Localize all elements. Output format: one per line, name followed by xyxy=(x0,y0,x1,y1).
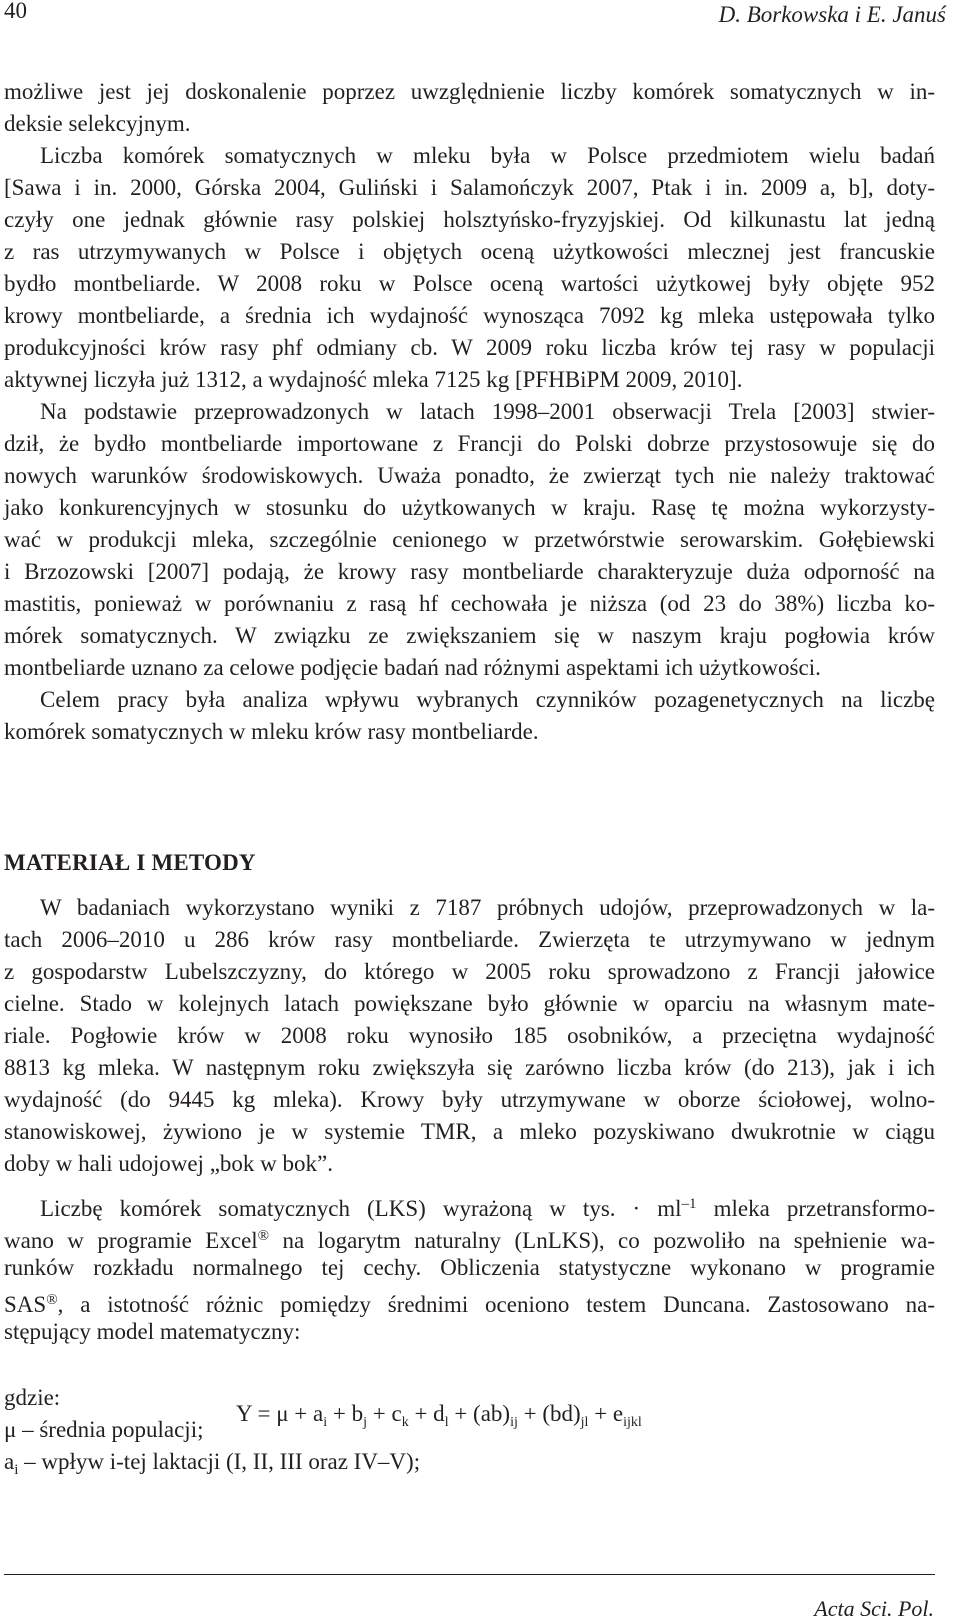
paragraph-line: i Brzozowski [2007] podają, że krowy rasy montbeliarde charakteryzuje duża odporność na xyxy=(4,559,935,584)
paragraph-line: krowy montbeliarde, a średnia ich wydajność wynosząca 7092 kg mleka ustępowała tylko xyxy=(4,303,935,328)
paragraph-line: Na podstawie przeprowadzonych w latach 1998–2001 obserwacji Trela [2003] stwier- xyxy=(40,399,935,424)
paragraph-line: deksie selekcyjnym. xyxy=(4,111,191,136)
paragraph-line: nowych warunków środowiskowych. Uważa ponadto, że zwierząt tych nie należy traktować xyxy=(4,463,935,488)
model-formula: $Y = \mu + a_i + b_j + c_k + d_l + (ab)_{ij} + (bd)_{jl} + e_{ijkl}$ xyxy=(236,1401,642,1430)
paragraph-line: runków rozkładu normalnego tej cechy. Obliczenia statystyczne wykonano w programie xyxy=(4,1255,935,1280)
section-heading: MATERIAŁ I METODY xyxy=(4,850,256,875)
definition-a: $a_i$ – wpływ i-tej laktacji (I, II, III oraz IV–V); xyxy=(4,1449,421,1478)
paragraph-line: jako konkurencyjnych w stosunku do użytkowanych w kraju. Rasę tę można wykorzysty- xyxy=(4,495,935,520)
paragraph-line: Liczba komórek somatycznych w mleku była w Polsce przedmiotem wielu badań xyxy=(40,143,935,168)
paragraph-line: [Sawa i in. 2000, Górska 2004, Guliński i Salamończyk 2007, Ptak i in. 2009 a, b], doty- xyxy=(4,175,935,200)
paragraph-line: doby w hali udojowej „bok w bok”. xyxy=(4,1151,333,1176)
paragraph-line: bydło montbeliarde. W 2008 roku w Polsce oceną wartości użytkowej były objęte 952 xyxy=(4,271,935,296)
paragraph-line: SAS®, a istotność różnic pomiędzy średnimi oceniono testem Duncana. Zastosowano na- xyxy=(4,1292,935,1317)
paragraph-line: W badaniach wykorzystano wyniki z 7187 próbnych udojów, przeprowadzonych w la- xyxy=(40,895,935,920)
paragraph-line: dził, że bydło montbeliarde importowane z Francji do Polski dobrze przystosowuje się do xyxy=(4,431,935,456)
footer-rule xyxy=(4,1574,935,1575)
paragraph-line: wać w produkcji mleka, szczególnie cenionego w przetwórstwie serowarskim. Gołębiewski xyxy=(4,527,935,552)
definition-mu: μ – średnia populacji; xyxy=(4,1417,204,1442)
paragraph-line: mórek somatycznych. W związku ze zwiększaniem się w naszym kraju pogłowia krów xyxy=(4,623,935,648)
paragraph-line: wano w programie Excel® na logarytm naturalny (LnLKS), co pozwoliło na spełnienie wa- xyxy=(4,1228,935,1253)
paragraph-line: cielne. Stado w kolejnych latach powiększane było głównie w oparciu na własnym mate- xyxy=(4,991,935,1016)
paragraph-line: komórek somatycznych w mleku krów rasy montbeliarde. xyxy=(4,719,539,744)
journal-footer: Acta Sci. Pol. xyxy=(814,1596,934,1621)
paragraph-line: z ras utrzymywanych w Polsce i objętych oceną użytkowości mlecznej jest francuskie xyxy=(4,239,935,264)
where-label: gdzie: xyxy=(4,1385,61,1410)
paragraph-line: produkcyjności krów rasy phf odmiany cb. W 2009 roku liczba krów tej rasy w populacji xyxy=(4,335,935,360)
paragraph-line: Liczbę komórek somatycznych (LKS) wyrażoną w tys. · $ml^{-1}$ mleka przetransformo- xyxy=(40,1196,935,1221)
paragraph-line: stępujący model matematyczny: xyxy=(4,1319,301,1344)
paragraph-line: Celem pracy była analiza wpływu wybranych czynników pozagenetycznych na liczbę xyxy=(40,687,935,712)
paragraph-line: czyły one jednak głównie rasy polskiej holsztyńsko-fryzyjskiej. Od kilkunastu lat jedną xyxy=(4,207,935,232)
paragraph-line: mastitis, ponieważ w porównaniu z rasą hf cechowała je niższa (od 23 do 38%) liczba ko- xyxy=(4,591,935,616)
paragraph-line: aktywnej liczyła już 1312, a wydajność mleka 7125 kg [PFHBiPM 2009, 2010]. xyxy=(4,367,743,392)
paragraph-line: z gospodarstw Lubelszczyzny, do którego w 2005 roku sprowadzono z Francji jałowice xyxy=(4,959,935,984)
paragraph-line: tach 2006–2010 u 286 krów rasy montbeliarde. Zwierzęta te utrzymywano w jednym xyxy=(4,927,935,952)
page-number: 40 xyxy=(4,0,27,23)
paragraph-line: możliwe jest jej doskonalenie poprzez uwzględnienie liczby komórek somatycznych w in- xyxy=(4,79,935,104)
paragraph-line: stanowiskowej, żywiono je w systemie TMR, a mleko pozyskiwano dwukrotnie w ciągu xyxy=(4,1119,935,1144)
paragraph-line: 8813 kg mleka. W następnym roku zwiększyła się zarówno liczba krów (do 213), jak i ich xyxy=(4,1055,935,1080)
paragraph-line: riale. Pogłowie krów w 2008 roku wynosiło 185 osobników, a przeciętna wydajność xyxy=(4,1023,935,1048)
paragraph-line: wydajność (do 9445 kg mleka). Krowy były utrzymywane w oborze ściołowej, wolno- xyxy=(4,1087,935,1112)
running-header-authors: D. Borkowska i E. Januś xyxy=(718,2,946,27)
paragraph-line: montbeliarde uznano za celowe podjęcie badań nad różnymi aspektami ich użytkowości. xyxy=(4,655,821,680)
